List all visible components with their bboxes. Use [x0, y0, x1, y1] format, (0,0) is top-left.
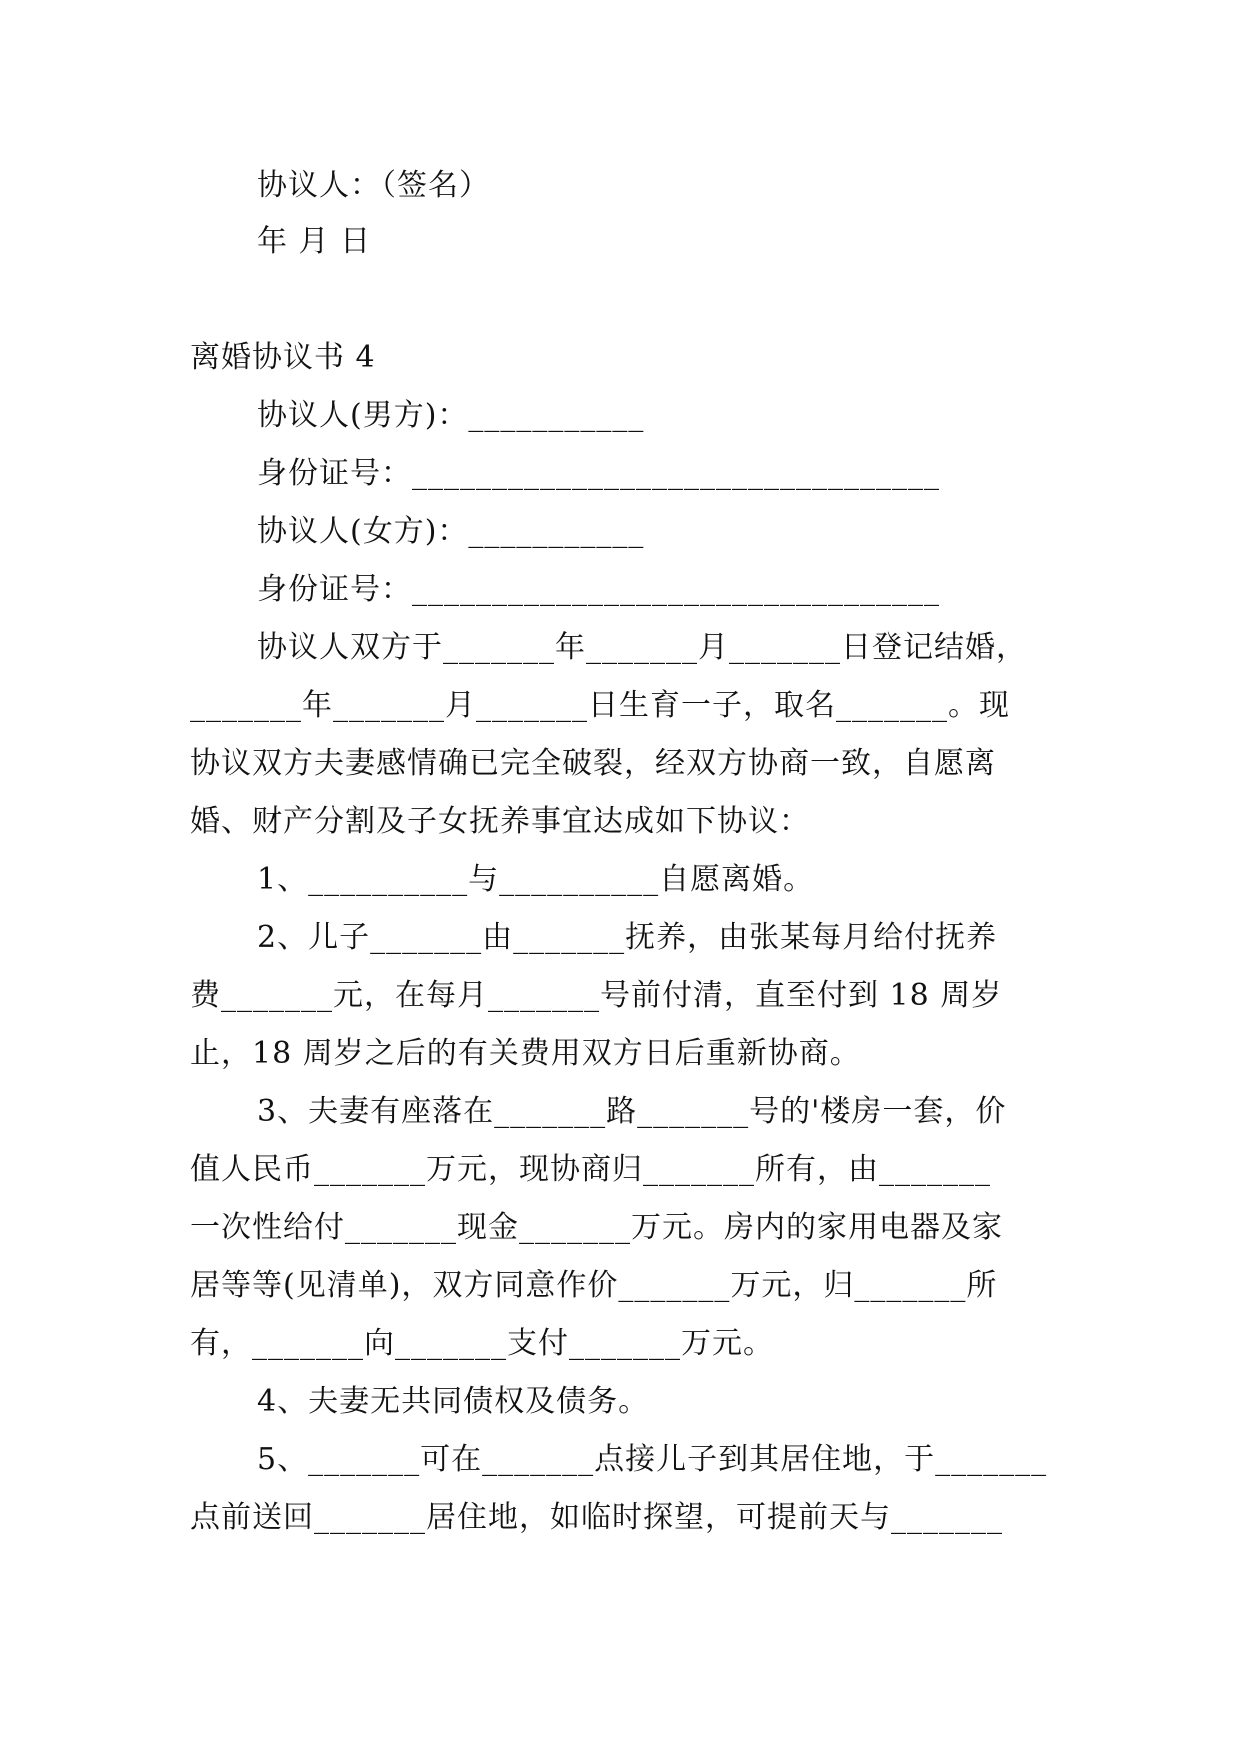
clause-3-line: 一次性给付_______现金_______万元。房内的家用电器及家	[190, 1210, 1003, 1245]
clause-5-line: 5、_______可在_______点接儿子到其居住地，于_______	[257, 1442, 1048, 1477]
intro-line: 协议人双方于_______年_______月_______日登记结婚，	[257, 630, 1027, 665]
clause-3-line: 居等等(见清单)，双方同意作价_______万元，归_______所	[190, 1268, 998, 1303]
clause-5-line: 点前送回_______居住地，如临时探望，可提前天与_______	[190, 1500, 1003, 1535]
female-id-line: 身份证号：_________________________________	[257, 572, 940, 607]
clause-2-line: 2、儿子_______由_______抚养，由张某每月给付抚养	[257, 920, 998, 955]
male-party-line: 协议人(男方)：___________	[257, 398, 645, 433]
date-line: 年 月 日	[257, 224, 372, 259]
clause-3-line: 值人民币_______万元，现协商归_______所有，由_______	[190, 1152, 991, 1187]
clause-4: 4、夫妻无共同债权及债务。	[257, 1384, 650, 1419]
clause-3-line: 3、夫妻有座落在_______路_______号的'楼房一套，价	[257, 1094, 1007, 1129]
agreement-title: 离婚协议书 4	[190, 340, 376, 375]
intro-line: 协议双方夫妻感情确已完全破裂，经双方协商一致，自愿离	[190, 746, 996, 781]
signer-line: 协议人：（签名）	[257, 168, 490, 203]
intro-line: _______年_______月_______日生育一子，取名_______。现	[190, 688, 1010, 723]
intro-line: 婚、财产分割及子女抚养事宜达成如下协议：	[190, 804, 810, 839]
male-id-line: 身份证号：_________________________________	[257, 456, 940, 491]
clause-1: 1、__________与__________自愿离婚。	[257, 862, 815, 897]
female-party-line: 协议人(女方)：___________	[257, 514, 645, 549]
clause-2-line: 止，18 周岁之后的有关费用双方日后重新协商。	[190, 1036, 861, 1071]
clause-2-line: 费_______元，在每月_______号前付清，直至付到 18 周岁	[190, 978, 1003, 1013]
clause-3-line: 有，_______向_______支付_______万元。	[190, 1326, 774, 1361]
